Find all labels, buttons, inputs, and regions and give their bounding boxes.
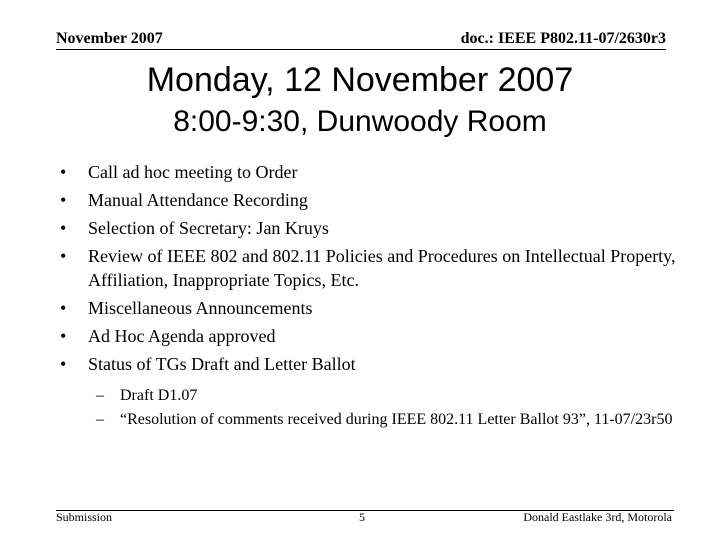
bullet-item — [56, 160, 676, 184]
bullet-item — [56, 296, 676, 320]
bullet-icon: • — [60, 190, 67, 210]
footer-author: Donald Eastlake 3rd, Motorola — [523, 510, 672, 524]
header-date: November 2007 — [56, 30, 163, 47]
sub-bullet-text: Draft D1.07 — [120, 387, 198, 404]
header-doc-id: doc.: IEEE P802.11-07/2630r3 — [460, 30, 666, 47]
bullet-item — [56, 216, 676, 240]
bullet-item — [56, 352, 676, 376]
bullet-icon: • — [60, 354, 67, 374]
slide-title: Monday, 12 November 2007 — [146, 61, 574, 99]
bullet-text: Ad Hoc Agenda approved — [88, 326, 276, 346]
header-rule — [56, 49, 666, 50]
sub-bullet-list — [96, 385, 676, 433]
sub-bullet-item — [96, 385, 676, 407]
sub-bullet-text: “Resolution of comments received during IEEE 802.11 Letter Ballot 93”, 11-07/23r50 — [120, 411, 673, 428]
page-number: 5 — [359, 510, 365, 524]
footer-submission: Submission — [56, 510, 113, 524]
slide-subtitle: 8:00-9:30, Dunwoody Room — [173, 105, 547, 138]
bullet-icon: • — [60, 218, 67, 238]
bullet-text: Miscellaneous Announcements — [88, 298, 313, 318]
bullet-icon: • — [60, 162, 67, 182]
bullet-item — [56, 188, 676, 212]
bullet-icon: • — [60, 246, 67, 266]
bullet-list — [56, 160, 676, 380]
bullet-text: Selection of Secretary: Jan Kruys — [88, 218, 329, 238]
bullet-text: Status of TGs Draft and Letter Ballot — [88, 354, 356, 374]
dash-icon: – — [96, 411, 104, 428]
bullet-item — [56, 244, 676, 292]
sub-bullet-item — [96, 409, 676, 431]
bullet-text: Review of IEEE 802 and 802.11 Policies and Procedures on Intellectual Property, Affiliation, Inappropriate Topics, Etc. — [88, 246, 676, 290]
bullet-item — [56, 324, 676, 348]
bullet-text: Call ad hoc meeting to Order — [88, 162, 298, 182]
dash-icon: – — [96, 387, 104, 404]
bullet-icon: • — [60, 298, 67, 318]
bullet-icon: • — [60, 326, 67, 346]
bullet-text: Manual Attendance Recording — [88, 190, 308, 210]
